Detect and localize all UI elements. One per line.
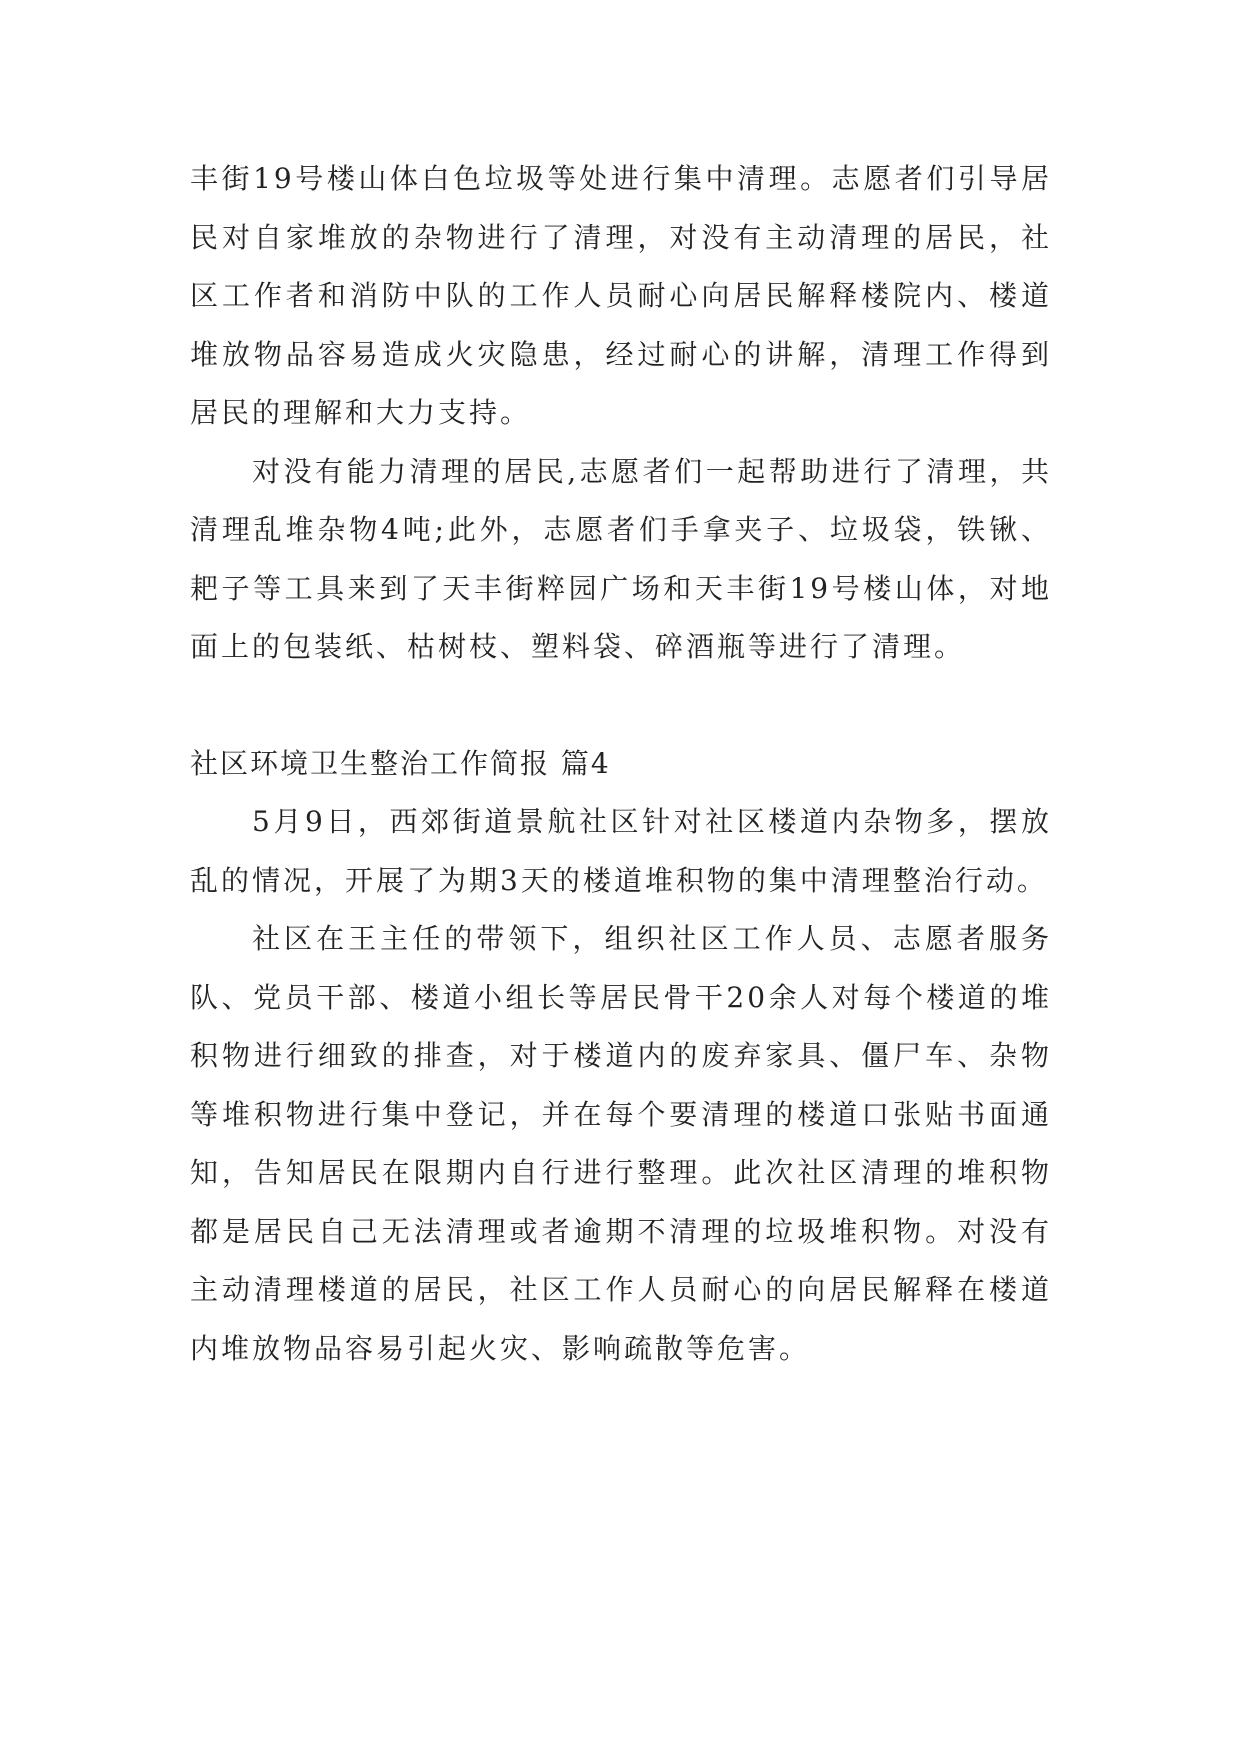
section-heading: 社区环境卫生整治工作简报 篇4 (190, 746, 611, 780)
paragraph-volunteer-cleanup: 对没有能力清理的居民,志愿者们一起帮助进行了清理，共清理乱堆杂物4吨;此外，志愿者们手拿夹子、垃圾袋，铁锹、耙子等工具来到了天丰街粹园广场和天丰街19号楼山体，对地面上的包装纸、枯树枝、塑料袋、碎酒瓶等进行了清理。 (190, 454, 1052, 663)
paragraph-community-organization: 社区在王主任的带领下，组织社区工作人员、志愿者服务队、党员干部、楼道小组长等居民骨干20余人对每个楼道的堆积物进行细致的排查，对于楼道内的废弃家具、僵尸车、杂物等堆积物进行集中登记，并在每个要清理的楼道口张贴书面通知，告知居民在限期内自行进行整理。此次社区清理的堆积物都是居民自己无法清理或者逾期不清理的垃圾堆积物。对没有主动清理楼道的居民，社区工作人员耐心的向居民解释在楼道内堆放物品容易引起火灾、影响疏散等危害。 (190, 922, 1052, 1365)
paragraph-continuation: 丰街19号楼山体白色垃圾等处进行集中清理。志愿者们引导居民对自家堆放的杂物进行了清理，对没有主动清理的居民，社区工作者和消防中队的工作人员耐心向居民解释楼院内、楼道堆放物品容易造成火灾隐患，经过耐心的讲解，清理工作得到居民的理解和大力支持。 (190, 162, 1052, 429)
document-body (190, 150, 1052, 1378)
paragraph-may-9: 5月9日，西郊街道景航社区针对社区楼道内杂物多，摆放乱的情况，开展了为期3天的楼道堆积物的集中清理整治行动。 (190, 805, 1052, 897)
